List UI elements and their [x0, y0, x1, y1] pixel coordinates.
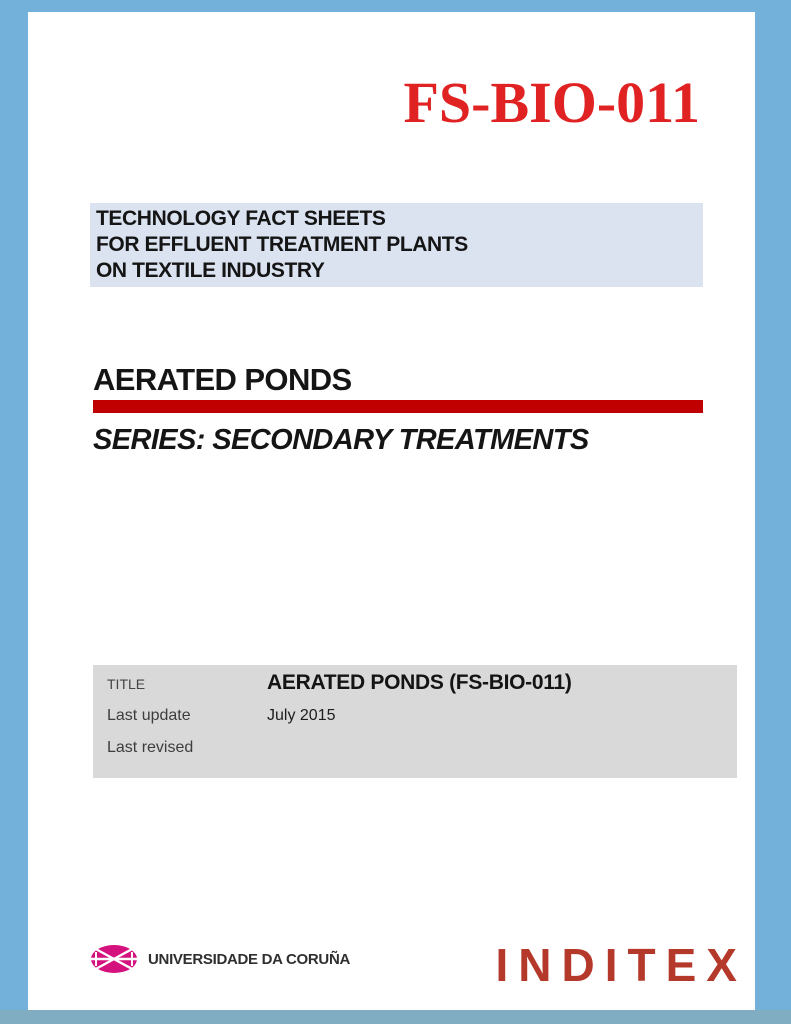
- row-label: TITLE: [107, 676, 146, 692]
- university-logo-block: [90, 943, 350, 975]
- title-divider-bar: [93, 400, 703, 413]
- document-code: FS-BIO-011: [403, 70, 700, 135]
- row-value: AERATED PONDS (FS-BIO-011): [267, 671, 572, 694]
- university-name: UNIVERSIDADE DA CORUÑA: [148, 950, 351, 968]
- banner-line: TECHNOLOGY FACT SHEETS: [96, 207, 386, 230]
- series-subtitle: SERIES: SECONDARY TREATMENTS: [93, 424, 589, 456]
- row-label: Last revised: [107, 739, 194, 756]
- table-row: [93, 671, 737, 707]
- table-row: [93, 707, 737, 739]
- inditex-logo: INDITEX: [495, 939, 747, 991]
- info-table: [93, 665, 737, 778]
- bottom-frame-band: [0, 1010, 791, 1024]
- udc-lens-icon: [90, 943, 138, 975]
- technology-fact-sheets-banner: [90, 203, 703, 287]
- row-label: Last update: [107, 707, 191, 724]
- row-value: July 2015: [267, 707, 336, 724]
- banner-line: FOR EFFLUENT TREATMENT PLANTS: [96, 233, 468, 256]
- page-title: AERATED PONDS: [93, 362, 352, 397]
- banner-line: ON TEXTILE INDUSTRY: [96, 259, 325, 282]
- document-page: [28, 12, 755, 1010]
- table-row: [93, 739, 737, 771]
